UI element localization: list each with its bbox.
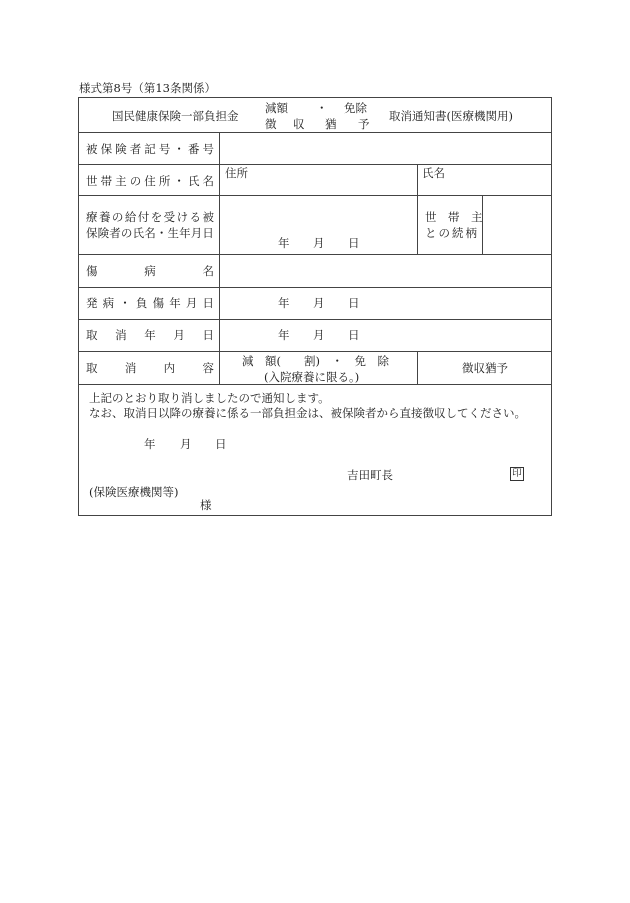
label-char: る [189,210,201,224]
label-char: の [438,226,450,240]
honorific: 様 [200,498,212,512]
label-char: 記 [144,142,156,156]
row-divider [79,287,551,288]
title-option-char: 猶 [325,117,337,131]
recipient-institution: (保険医療機関等) [89,485,179,499]
label-char: 住 [144,174,156,188]
recipient-label-line2 [86,225,214,241]
label-char: 柄 [465,226,477,240]
injury-label [86,263,214,279]
address-label: 住所 [225,166,248,180]
cancel-date-month: 月 [313,328,325,342]
notice-date-month: 月 [180,437,192,451]
label-char: 険 [97,226,110,240]
label-char: 傷 [86,264,98,278]
label-char: 氏 [187,174,200,188]
label-char: 険 [115,142,127,156]
label-char: の [120,226,133,240]
label-char: 年 [144,328,156,342]
label-char: 号 [202,142,214,156]
recipient-date-year: 年 [278,236,290,250]
title-left: 国民健康保険一部負担金 [112,109,239,123]
label-char: 内 [163,361,176,375]
cancel-option-line1: 減 額( 割) ・ 免 除 [242,354,389,368]
label-char: 給 [124,210,137,224]
notice-line2: なお、取消日以降の療養に係る一部負担金は、被保険者から直接徴収してください。 [89,406,526,420]
issuer-name: 吉田町長 [347,468,393,482]
recipient-date-month: 月 [313,236,325,250]
label-char: 発 [86,296,98,310]
label-char: 受 [163,210,176,224]
label-char: 年 [169,296,181,310]
label-char: ・ [119,296,131,310]
name-label: 氏名 [422,166,445,180]
onset-date-year: 年 [278,296,290,310]
title-option-char: 予 [358,117,370,131]
label-char: 療 [86,210,98,224]
label-char: 養 [98,210,111,224]
label-char: 続 [452,226,464,240]
title-option-char: 収 [293,117,305,131]
label-char: を [150,210,163,224]
label-char: 傷 [152,296,165,310]
label-char: 取 [86,328,98,342]
row-divider [79,164,551,165]
label-char: の [129,174,142,188]
title-option-char: 徴 [265,117,277,131]
label-char: 年 [179,226,191,240]
row-divider [79,254,551,255]
cancel-date-label [86,327,214,343]
cancel-date-day: 日 [348,328,360,342]
form-frame [78,97,552,516]
onset-date-day: 日 [348,296,360,310]
label-char: 消 [115,328,127,342]
postpone-option: 徴収猶予 [462,361,508,375]
notice-date-day: 日 [215,437,227,451]
label-char: 帯 [100,174,113,188]
content-divider [417,351,418,384]
row-divider [79,195,551,196]
label-char: 病 [144,264,156,278]
label-char: 日 [202,296,214,310]
label-char: 氏 [132,226,145,240]
label-char: 所 [158,174,171,188]
label-char: 被 [86,142,98,156]
label-char: ・ [155,226,168,240]
label-char: 取 [86,361,98,375]
householder-divider [417,164,418,195]
insured-number-label [86,141,214,157]
label-char: 月 [190,226,203,240]
label-char: と [425,226,437,240]
notice-line1: 上記のとおり取り消しましたので通知します。 [89,391,330,405]
label-char: 月 [185,296,198,310]
seal-stamp-box: 印 [510,467,524,481]
label-char: 付 [137,210,150,224]
title-option-dot: ・ [316,101,328,115]
recipient-label-line1 [86,209,214,225]
label-char: 容 [202,361,214,375]
label-char: け [176,210,189,224]
relation-label-line2 [425,225,477,241]
label-char: 負 [135,296,148,310]
label-char: ・ [173,142,185,156]
label-char: 者 [109,226,121,240]
row-divider [79,351,551,352]
form-number: 様式第8号（第13条関係） [79,81,216,95]
form-title [79,98,551,133]
onset-date-month: 月 [313,296,325,310]
cancel-content-label [86,360,214,376]
label-char: 消 [124,361,137,375]
label-char: 号 [158,142,171,156]
recipient-divider [417,195,418,254]
relation-label-line1: 世 帯 主 [425,210,483,224]
title-right: 取消通知書(医療機関用) [389,109,513,123]
cancel-option-line2: (入院療養に限る。) [264,370,360,384]
onset-date-label [86,295,214,311]
label-char: 生 [167,226,179,240]
label-char: 名 [144,226,156,240]
cancel-date-year: 年 [278,328,290,342]
label-char: 者 [129,142,142,156]
householder-label [86,173,214,189]
label-char: 名 [202,264,214,278]
recipient-date-day: 日 [348,236,360,250]
label-char: の [111,210,124,224]
label-char: 保 [86,226,98,240]
label-char: 月 [173,328,185,342]
label-char: 日 [202,328,214,342]
label-char: ・ [173,174,185,188]
label-char: 病 [102,296,115,310]
label-char: 名 [202,174,214,188]
title-option-reduction: 減額 [265,101,288,115]
notice-date-year: 年 [144,437,156,451]
row-divider [79,319,551,320]
label-column-divider [219,132,220,384]
label-char: 世 [86,174,98,188]
title-option-exemption: 免除 [344,101,367,115]
label-char: 日 [202,226,214,240]
label-char: 主 [115,174,127,188]
label-char: 被 [202,210,214,224]
label-char: 保 [100,142,113,156]
label-char: 番 [187,142,200,156]
